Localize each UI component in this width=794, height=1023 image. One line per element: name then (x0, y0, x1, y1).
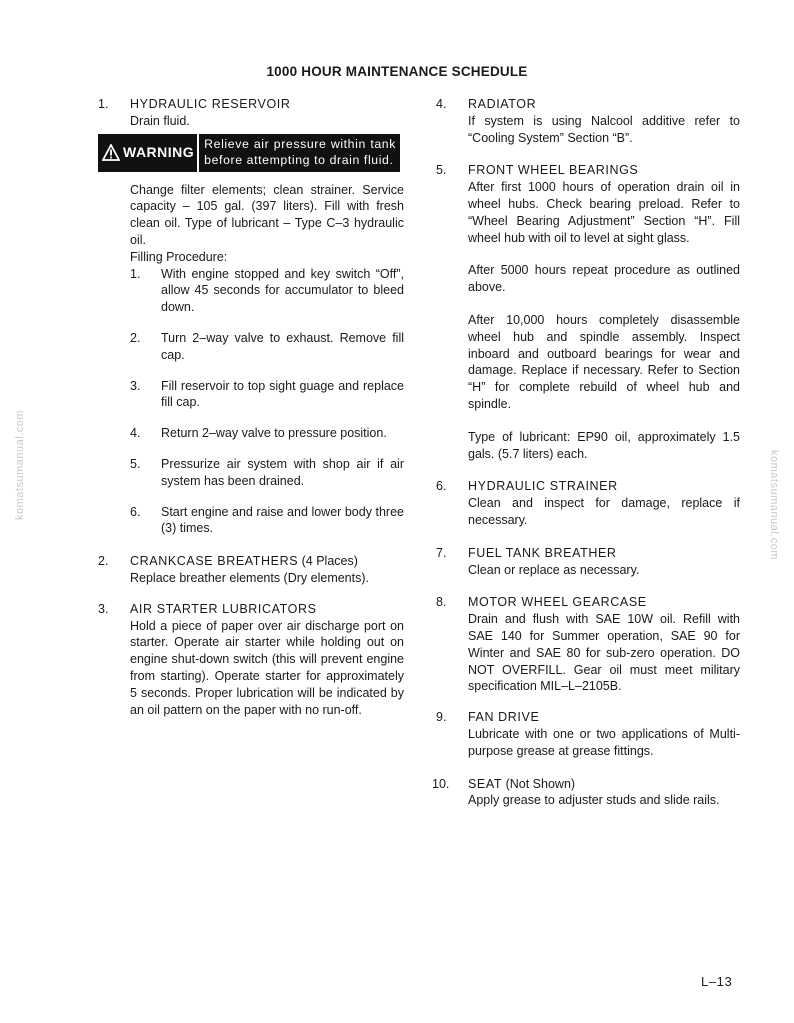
section-heading: AIR STARTER LUBRICATORS (130, 601, 317, 616)
section-number: 4. (436, 97, 447, 111)
watermark-right: komatsumanual.com (768, 450, 780, 560)
section-body: Apply grease to adjuster studs and slide rails. (468, 793, 720, 808)
section-intro: Drain fluid. (130, 113, 190, 128)
section-front-wheel-bearings (436, 162, 740, 462)
section-heading: FAN DRIVE (468, 710, 540, 725)
section-heading: SEAT (468, 776, 503, 791)
section-body: Change filter elements; clean strainer. Service capacity – 105 gal. (397 liters). Fill with fresh clean oil. Type of lubricant – Type C–3 hydraulic oil. (130, 182, 404, 247)
section-number: 3. (98, 601, 109, 616)
step-text: With engine stopped and key switch “Off”, allow 45 seconds for accumulator to bleed down. (161, 266, 404, 315)
step-number: 2. (130, 330, 141, 345)
section-heading: HYDRAULIC STRAINER (468, 479, 618, 494)
section-heading: FUEL TANK BREATHER (468, 545, 617, 560)
section-radiator (436, 96, 740, 146)
step-text: Fill reservoir to top sight guage and replace fill cap. (161, 378, 404, 410)
warning-badge (98, 134, 199, 172)
page-title: 1000 HOUR MAINTENANCE SCHEDULE (266, 64, 528, 79)
section-heading: FRONT WHEEL BEARINGS (468, 163, 639, 178)
section-crankcase-breathers (98, 553, 404, 587)
section-number: 7. (436, 545, 447, 560)
step-text: Pressurize air system with shop air if air system has been drained. (161, 456, 404, 488)
section-heading-note: (4 Places) (298, 554, 358, 569)
section-body: Clean or replace as necessary. (468, 562, 640, 577)
section-seat (432, 776, 736, 810)
section-number: 1. (98, 97, 109, 111)
step-number: 5. (130, 456, 141, 471)
list-item (130, 456, 404, 490)
list-item (130, 330, 404, 364)
section-fuel-tank-breather (436, 545, 740, 579)
list-item (130, 425, 404, 442)
list-item (130, 378, 404, 412)
section-heading-line (130, 553, 404, 570)
section-number: 8. (436, 595, 447, 610)
step-text: Turn 2–way valve to exhaust. Remove fill cap. (161, 330, 404, 362)
list-item (130, 504, 404, 538)
section-number: 10. (432, 776, 450, 791)
section-paragraph: After 5000 hours repeat procedure as outlined above. (468, 263, 740, 295)
step-number: 4. (130, 426, 141, 441)
section-number: 2. (98, 554, 109, 569)
step-text: Return 2–way valve to pressure position. (161, 426, 387, 441)
warning-box (98, 134, 400, 172)
step-text: Start engine and raise and lower body three (3) times. (161, 504, 404, 536)
section-hydraulic-reservoir (98, 96, 404, 130)
left-column (98, 96, 404, 718)
section-number: 6. (436, 479, 447, 494)
section-air-starter-lubricators (98, 601, 404, 719)
section-body: Drain and flush with SAE 10W oil. Refill with SAE 140 for Summer operation, SAE 90 for Winter and SAE 80 for sub-zero operation. DO NOT OVERFILL. Gear oil must meet military specification MIL–L–2105B. (468, 612, 740, 694)
section-hydraulic-strainer (436, 478, 740, 528)
section-paragraph: After first 1000 hours of operation drain oil in wheel hubs. Check bearing preload. Refer to “Wheel Bearing Adjustment” Section “H”. Fill wheel hub with oil to level at sight glass. (468, 180, 740, 245)
section-heading: HYDRAULIC RESERVOIR (130, 97, 291, 111)
step-number: 1. (130, 266, 141, 281)
section-heading-line (464, 776, 736, 793)
section-fan-drive (436, 709, 740, 759)
step-number: 6. (130, 504, 141, 519)
section-heading-note: (Not Shown) (502, 776, 576, 791)
section-body: If system is using Nalcool additive refer to “Cooling System” Section “B”. (468, 113, 740, 145)
section-heading: MOTOR WHEEL GEARCASE (468, 595, 647, 610)
filling-procedure-list (130, 266, 404, 538)
section-body: Clean and inspect for damage, replace if necessary. (468, 496, 740, 527)
section-number: 9. (436, 710, 447, 725)
section-heading: RADIATOR (468, 97, 537, 111)
section-paragraph: After 10,000 hours completely disassemble wheel hub and spindle assembly. Inspect inboard and outboard bearings for wear and damage. Replace if necessary. Refer to Section “H” for complete rebuild of wheel hub and spindle. (468, 312, 740, 411)
section-paragraph: Type of lubricant: EP90 oil, approximately 1.5 gals. (5.7 liters) each. (468, 429, 740, 461)
section-heading: CRANKCASE BREATHERS (130, 554, 299, 569)
warning-text: Relieve air pressure within tank before attempting to drain fluid. (204, 136, 396, 168)
watermark-left: komatsumanual.com (14, 410, 26, 520)
warning-triangle-icon (102, 144, 120, 161)
page-number: L–13 (701, 974, 733, 989)
section-hydraulic-reservoir-body (98, 182, 404, 538)
section-number: 5. (436, 163, 447, 178)
step-number: 3. (130, 378, 141, 393)
right-column (432, 96, 740, 809)
section-body: Lubricate with one or two applications of Multi-purpose grease at grease fittings. (468, 726, 740, 758)
warning-label: WARNING (123, 144, 195, 161)
procedure-label: Filling Procedure: (130, 249, 228, 264)
list-item (130, 266, 404, 316)
section-body: Hold a piece of paper over air discharge port on starter. Operate air starter while holding out on engine shut-down switch (this will prevent engine from starting). Operate starter for approximately 5 seconds. Proper lubrication will be indicated by an oil pattern on the paper with no run-off. (130, 618, 404, 717)
section-motor-wheel-gearcase (436, 594, 740, 695)
section-body: Replace breather elements (Dry elements). (130, 570, 369, 585)
